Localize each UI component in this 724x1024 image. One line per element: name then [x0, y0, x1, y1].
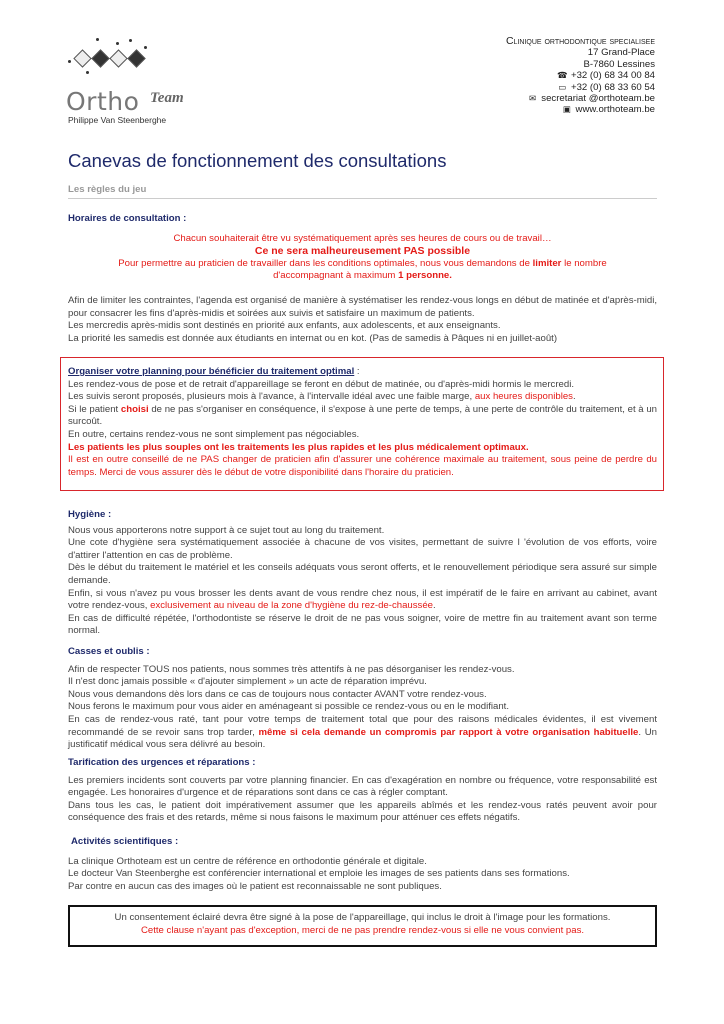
paragraph: Par contre en aucun cas des images où le patient est reconnaissable ne sont publiques. — [68, 880, 442, 892]
paragraph: La clinique Orthoteam est un centre de référence en orthodontie générale et digitale. — [68, 855, 427, 867]
text: de ne pas s'organiser en conséquence, il s'expose à une perte de temps, à une perte de contrôle du traitement, et à un surcoût. — [68, 403, 658, 428]
red-notice — [68, 258, 657, 271]
paragraph: Les premiers incidents sont couverts par votre planning financier. En cas d'exagération en nombre ou fréquence, votre responsabilité est engagée. Les honoraires d'urgence et de réparations sont dans ce cas à régler comptant. — [68, 774, 657, 799]
paragraph: Afin de limiter les contraintes, l'agenda est organisé de manière à systématiser les rendez-vous longs en début de matinée et d'après-midi, pour consacrer les fins d'après-midis et soirées aux suivis et satisfaire un maximum de patients. — [68, 294, 657, 319]
heading-text: Organiser votre planning pour bénéficier du traitement optimal — [68, 366, 355, 377]
consent-line: Un consentement éclairé devra être signé à la pose de l'appareillage, qui inclus le droit à l'image pour les formations. — [114, 912, 611, 923]
red-notice — [68, 270, 657, 283]
paragraph: En outre, certains rendez-vous ne sont simplement pas négociables. — [68, 428, 360, 440]
paragraph — [68, 404, 657, 429]
section-heading: Hygiène : — [68, 509, 112, 520]
logo-doctor-name: Philippe Van Steenberghe — [68, 115, 167, 125]
computer-icon: ▣ — [562, 104, 571, 115]
paragraph: Une cote d'hygiène sera systématiquement associée à chacune de vos visites, permettant de suivre l 'évolution de vos efforts, voire d'attirer l'attention en cas de problème. — [68, 537, 657, 561]
logo-diamond — [91, 49, 109, 67]
logo-dot — [68, 60, 71, 63]
consent-line-red: Cette clause n'ayant pas d'exception, merci de ne pas prendre rendez-vous si elle ne vous convient pas. — [140, 924, 585, 936]
clinic-fax: +32 (0) 68 33 60 54 — [570, 81, 655, 93]
orthoteam-logo — [66, 38, 226, 128]
clinic-email-row[interactable] — [506, 93, 655, 104]
logo-diamond — [73, 49, 91, 67]
text: Les suivis seront proposés, plusieurs mois à l'avance, à l'intervalle idéal avec une faible marge, — [68, 391, 473, 403]
section-tarification — [68, 757, 657, 825]
red-notice-bold: Ce ne sera malheureusement PAS possible — [254, 245, 471, 258]
paragraph — [68, 391, 657, 404]
text: le nombre — [564, 257, 607, 269]
logo-dot — [144, 46, 147, 49]
section-heading: Activités scientifiques : — [71, 836, 179, 847]
logo-dot — [129, 39, 132, 42]
clinic-address-city: B-7860 Lessines — [583, 58, 655, 70]
section-horaires — [68, 213, 657, 345]
clinic-phone: +32 (0) 68 34 00 84 — [570, 70, 655, 82]
text-red-bold: même si cela demande un compromis par rapport à votre organisation habituelle — [258, 726, 639, 738]
clinic-email[interactable]: secretariat @orthoteam.be — [541, 93, 655, 105]
divider — [68, 198, 657, 199]
paragraph: Dans tous les cas, le patient doit impérativement assumer que les appareils abîmés et les rendez-vous ratés peuvent avoir pour conséquence des frais et des retards, même si nous faisons le maximum pour atténuer ces effets négatifs. — [68, 799, 657, 824]
clinic-web[interactable]: www.orthoteam.be — [575, 104, 655, 116]
logo-dot — [116, 42, 119, 45]
section-heading — [68, 366, 657, 379]
clinic-address-street: 17 Grand-Place — [587, 47, 655, 59]
text: d'accompagnant à maximum — [273, 270, 396, 282]
fax-icon: ▭ — [558, 81, 567, 92]
paragraph — [68, 714, 657, 752]
section-planning — [68, 366, 657, 479]
text: . Un justificatif médical vous sera délivré au besoin. — [68, 726, 657, 751]
logo-ortho-text: Ortho — [66, 87, 140, 116]
paragraph-red: Il est en outre conseillé de ne PAS changer de praticien afin d'assurer une cohérence maximale au traitement, sous peine de perdre du temps. Merci de vous assurer dès le début de votre disponibilité dans l'horaire du praticien. — [68, 454, 657, 478]
text-red-bold: choisi — [120, 403, 149, 415]
logo-dot — [86, 71, 89, 74]
clinic-title: Clinique orthodontique specialisee — [505, 35, 655, 47]
section-hygiene — [68, 509, 657, 638]
text: En cas de rendez-vous raté, tant pour votre temps de traitement total que pour des raisons médicales évidentes, il est vivement recommandé de se revoir sans trop tarder, — [68, 713, 657, 738]
clinic-web-row[interactable] — [506, 104, 655, 115]
paragraph — [68, 588, 657, 613]
red-notice: Chacun souhaiterait être vu systématiquement après ses heures de cours ou de travail… — [173, 232, 552, 244]
text-bold: 1 personne. — [398, 270, 452, 282]
section-heading: Casses et oublis : — [68, 646, 150, 657]
paragraph: Le docteur Van Steenberghe est conférencier international et emploie les images de ses patients dans ses formations. — [68, 868, 570, 880]
section-casses — [68, 646, 657, 752]
paragraph-red-bold: Les patients les plus souples ont les traitements les plus rapides et les plus médicalement optimaux. — [68, 441, 529, 453]
paragraph: La priorité les samedis est donnée aux étudiants en internat ou en kot. (Pas de samedis à Pâques ni en juillet-août) — [68, 332, 558, 344]
section-activites — [68, 836, 657, 893]
text: : — [354, 366, 360, 377]
section-heading: Tarification des urgences et réparations : — [68, 757, 256, 768]
paragraph: Dès le début du traitement le matériel et les conseils adéquats vous seront offerts, et le renouvellement périodique sera assuré sur simple demande. — [68, 562, 657, 586]
clinic-contact-block — [506, 36, 655, 116]
logo-dot — [96, 38, 99, 41]
text-bold: limiter — [532, 257, 562, 269]
text: Pour permettre au praticien de travailler dans les conditions optimales, nous vous demandons de — [118, 257, 530, 269]
text: Enfin, si vous n'avez pu vous brosser les dents avant de vous rendre chez nous, il est impératif de le faire en arrivant au cabinet, avant votre rendez-vous, — [68, 587, 657, 612]
consent-text — [68, 912, 657, 937]
page-title: Canevas de fonctionnement des consultations — [68, 150, 447, 171]
section-heading: Horaires de consultation : — [68, 213, 187, 224]
paragraph: Afin de respecter TOUS nos patients, nous sommes très attentifs à ne pas désorganiser les rendez-vous. — [68, 663, 515, 675]
clinic-phone-row — [506, 70, 655, 81]
logo-diamond — [127, 49, 145, 67]
page-subtitle: Les règles du jeu — [68, 184, 147, 195]
envelope-icon: ✉ — [529, 93, 537, 104]
logo-diamond — [109, 49, 127, 67]
paragraph: Nous vous demandons dès lors dans ce cas de toujours nous contacter AVANT votre rendez-vous. — [68, 688, 487, 700]
paragraph: Nous vous apporterons notre support à ce sujet tout au long du traitement. — [68, 524, 385, 536]
text-red: exclusivement au niveau de la zone d'hygiène du rez-de-chaussée — [150, 600, 434, 612]
paragraph: Nous ferons le maximum pour vous aider en aménageant si possible ce rendez-vous ou en le modifiant. — [68, 701, 510, 713]
text-red: aux heures disponibles — [474, 391, 573, 403]
phone-icon: ☎ — [557, 70, 568, 81]
text: . — [572, 391, 576, 403]
text: . — [433, 600, 436, 612]
paragraph: En cas de difficulté répétée, l'orthodontiste se réserve le droit de ne pas vous soigner, voire de mettre fin au traitement avant son terme normal. — [68, 612, 657, 637]
paragraph: Les rendez-vous de pose et de retrait d'appareillage se feront en début de matinée, ou d'après-midi hormis le mercredi. — [68, 378, 575, 390]
clinic-fax-row — [506, 82, 655, 93]
logo-team-text: Team — [150, 90, 184, 106]
text: Si le patient — [68, 403, 119, 415]
paragraph: Il n'est donc jamais possible « d'ajouter simplement » un acte de réparation imprévu. — [68, 676, 427, 688]
paragraph: Les mercredis après-midis sont destinés en priorité aux enfants, aux adolescents, et aux enseignants. — [68, 320, 501, 332]
